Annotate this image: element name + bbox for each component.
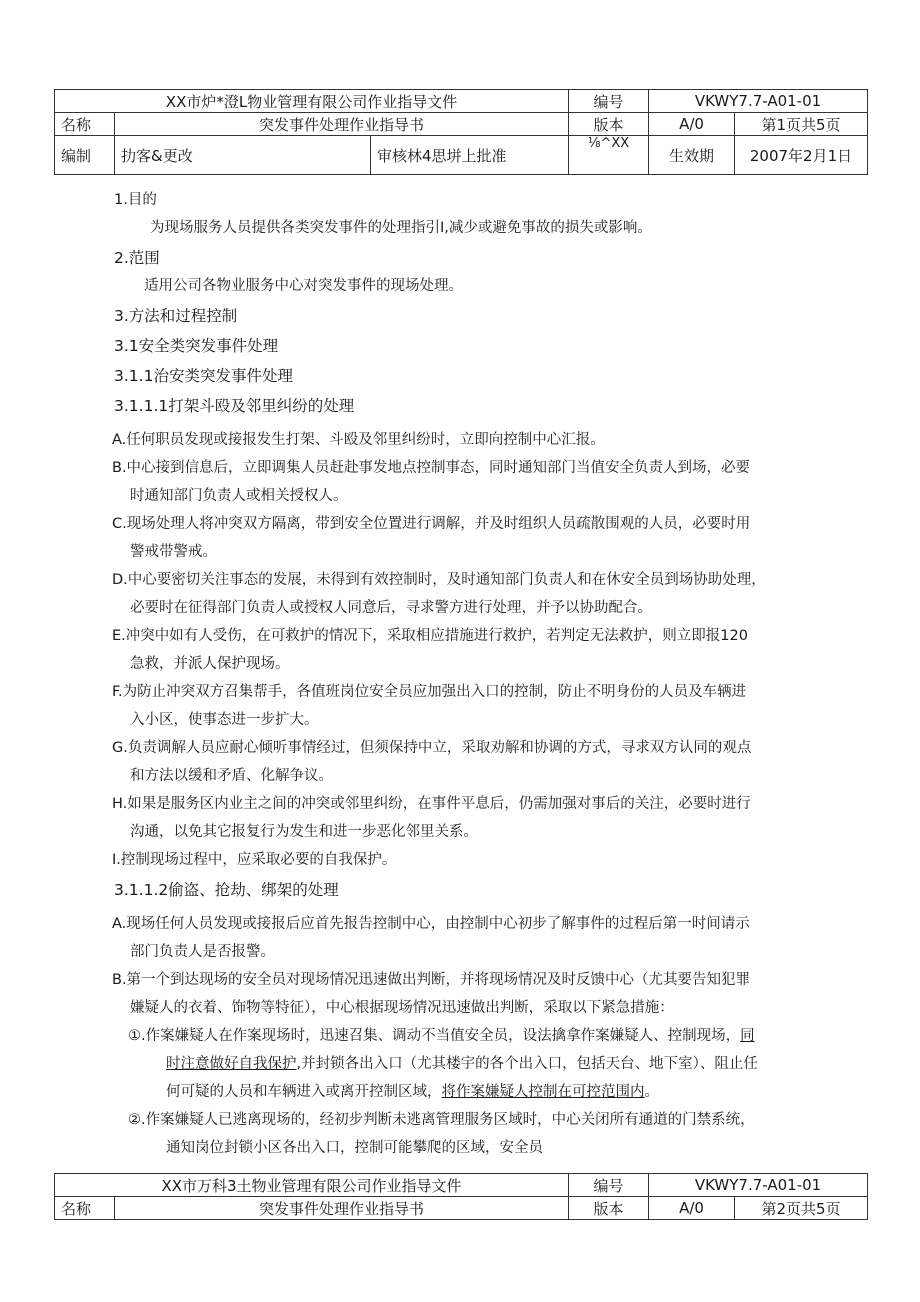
editor-label: 编制 [55, 136, 115, 175]
list-item-line: 和方法以缓和矛盾、化解争议。 [130, 768, 333, 784]
sub-item-1-text: ①.作案嫌疑人在作案现场时，迅速召集、调动不当值安全员，设法擒拿作案嫌疑人、控制现场， [128, 1028, 741, 1044]
section-3-1-1-1-title: 3.1.1.1打架斗殴及邻里纠纷的处理 [114, 397, 355, 415]
sub-item-1-text: 何可疑的人员和车辆进入或离开控制区域， [166, 1084, 442, 1100]
document-body [114, 186, 874, 1162]
page-number: 第1页共5页 [735, 113, 868, 136]
list-item-line: 沟通，以免其它报复行为发生和进一步恶化邻里关系。 [130, 824, 478, 840]
list-item [114, 846, 874, 874]
list-item [114, 510, 874, 566]
section-1-title: 1.目的 [114, 192, 157, 208]
version-value: A/0 [649, 113, 735, 136]
list-item-line: B.第一个到达现场的安全员对现场情况迅速做出判断，并将现场情况及时反馈中心（尤其要告知犯罪 [112, 972, 751, 988]
section-3-1-title: 3.1安全类突发事件处理 [114, 337, 279, 355]
company-title: XX市炉*澄L物业管理有限公司作业指导文件 [55, 90, 569, 113]
items-list-1 [114, 426, 874, 874]
list-item-line: 嫌疑人的衣着、饰物等特征），中心根据现场情况迅速做出判断，采取以下紧急措施： [130, 1000, 674, 1016]
list-item-line: B.中心接到信息后，立即调集人员赶赴事发地点控制事态，同时通知部门当值安全负责人到场，必要 [112, 460, 751, 476]
sub-item-1-underline: 将作案嫌疑人控制在可控范围内 [441, 1084, 645, 1100]
code-label: 编号 [569, 90, 649, 113]
document-header-table-page-2 [54, 1173, 868, 1220]
signature: ⅛^XX [569, 136, 649, 175]
list-item [114, 734, 874, 790]
list-item [114, 622, 874, 678]
list-item [114, 454, 874, 510]
page-number: 第2页共5页 [735, 1197, 868, 1220]
list-item-line: 时通知部门负责人或相关授权人。 [130, 488, 348, 504]
version-label: 版本 [569, 113, 649, 136]
editor-value: 扐客&更改 [115, 136, 371, 175]
name-label: 名称 [55, 113, 115, 136]
code-value: VKWY7.7-A01-01 [649, 1174, 868, 1197]
list-item-line: F.为防止冲突双方召集帮手，各值班岗位安全员应加强出入口的控制，防止不明身份的人员及车辆进 [112, 684, 747, 700]
sub-item-1-text: ,并封锁各出入口（尤其楼宇的各个出入口，包括天台、地下室）、阻止任 [296, 1056, 758, 1072]
list-item-line: A.现场任何人员发现或接报后应首先报告控制中心，由控制中心初步了解事件的过程后第一时间请示 [112, 916, 750, 932]
sub-item-1 [114, 1022, 874, 1106]
list-item [114, 566, 874, 622]
name-value: 突发事件处理作业指导书 [115, 113, 569, 136]
list-item [114, 910, 874, 966]
list-item-line: 急救，并派人保护现场。 [130, 656, 290, 672]
effective-label: 生效期 [649, 136, 735, 175]
section-3-title: 3.方法和过程控制 [114, 307, 238, 325]
section-2-title: 2.范围 [114, 249, 160, 267]
items-list-2 [114, 910, 874, 1022]
sub-item-1-underline: 时注意做好自我保护 [166, 1056, 297, 1072]
version-value: A/0 [649, 1197, 735, 1220]
list-item-line: 部门负责人是否报警。 [130, 944, 275, 960]
name-label: 名称 [55, 1197, 115, 1220]
list-item [114, 966, 874, 1022]
list-item-line: D.中心要密切关注事态的发展，未得到有效控制时，及时通知部门负责人和在休安全员到场协助处理， [112, 572, 766, 588]
section-2-text: 适用公司各物业服务中心对突发事件的现场处理。 [144, 278, 463, 294]
sub-item-2-text: ②.作案嫌疑人已逃离现场的，经初步判断未逃离管理服务区域时，中心关闭所有通道的门禁系统， [128, 1112, 755, 1128]
list-item-line: C.现场处理人将冲突双方隔离，带到安全位置进行调解，并及时组织人员疏散围观的人员，必要时用 [112, 516, 751, 532]
list-item-line: A.任何职员发现或接报发生打架、斗殴及邻里纠纷时，立即向控制中心汇报。 [112, 432, 605, 448]
list-item [114, 678, 874, 734]
section-3-1-1-title: 3.1.1治安类突发事件处理 [114, 367, 293, 385]
company-title: XX市万科3土物业管理有限公司作业指导文件 [55, 1174, 569, 1197]
name-value: 突发事件处理作业指导书 [115, 1197, 569, 1220]
sub-item-1-text: 。 [644, 1084, 659, 1100]
effective-date: 2007年2月1日 [735, 136, 868, 175]
list-item-line: H.如果是服务区内业主之间的冲突或邻里纠纷，在事件平息后，仍需加强对事后的关注，必要时进行 [112, 796, 751, 812]
list-item-line: 必要时在征得部门负责人或授权人同意后，寻求警方进行处理，并予以协助配合。 [130, 600, 652, 616]
sub-item-2 [114, 1106, 874, 1162]
section-3-1-1-2-title: 3.1.1.2偷盗、抢劫、绑架的处理 [114, 881, 339, 899]
sub-item-2-text: 通知岗位封锁小区各出入口，控制可能攀爬的区域，安全员 [166, 1140, 543, 1156]
version-label: 版本 [569, 1197, 649, 1220]
list-item [114, 426, 874, 454]
list-item-line: G.负责调解人员应耐心倾听事情经过，但须保持中立，采取劝解和协调的方式，寻求双方认同的观点 [112, 740, 752, 756]
code-value: VKWY7.7-A01-01 [649, 90, 868, 113]
list-item [114, 790, 874, 846]
code-label: 编号 [569, 1174, 649, 1197]
document-header-table [54, 89, 868, 175]
list-item-line: E.冲突中如有人受伤，在可救护的情况下，采取相应措施进行救护，若判定无法救护，则立即报120 [112, 628, 748, 644]
sub-item-1-underline: 同 [740, 1028, 755, 1044]
list-item-line: I.控制现场过程中，应采取必要的自我保护。 [112, 852, 397, 868]
list-item-line: 警戒带警戒。 [130, 544, 217, 560]
list-item-line: 入小区，使事态进一步扩大。 [130, 712, 319, 728]
section-1-text: 为现场服务人员提供各类突发事件的处理指引I,减少或避免事故的损失或影响。 [150, 220, 652, 236]
review-approve-label: 审核林4思垪上批准 [371, 136, 569, 175]
